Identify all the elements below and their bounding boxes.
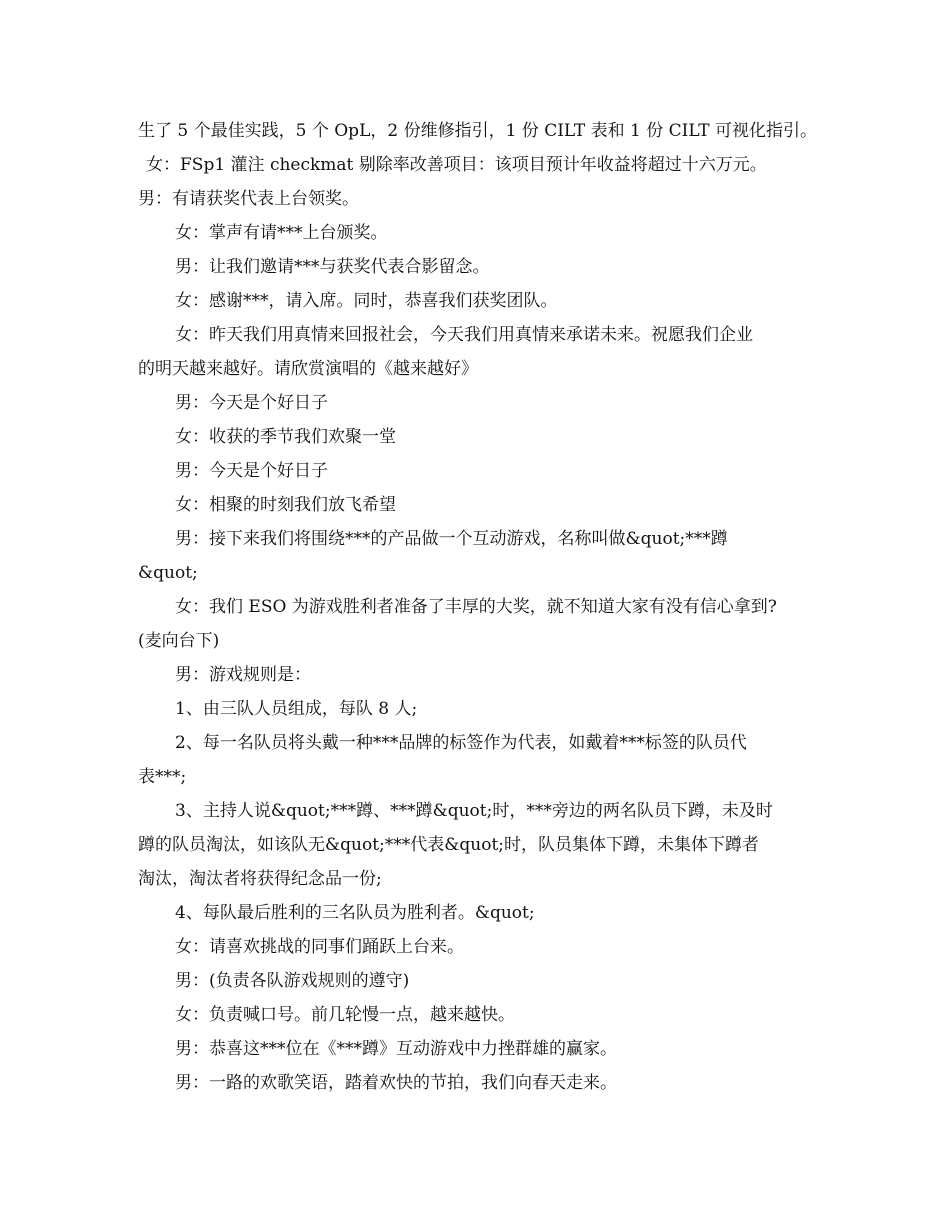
text-line: 3、主持人说&quot;***蹲、***蹲&quot;时，***旁边的两名队员下蹲，未及时 xyxy=(175,801,773,821)
text-line: 女：相聚的时刻我们放飞希望 xyxy=(175,495,396,515)
text-line: 男：让我们邀请***与获奖代表合影留念。 xyxy=(175,257,490,277)
text-line: 男：一路的欢歌笑语，踏着欢快的节拍，我们向春天走来。 xyxy=(175,1073,617,1093)
text-line: 男：今天是个好日子 xyxy=(175,393,328,413)
text-line: 蹲的队员淘汰，如该队无&quot;***代表&quot;时，队员集体下蹲，未集体下蹲者 xyxy=(138,835,760,855)
text-line: 女：昨天我们用真情来回报社会，今天我们用真情来承诺未来。祝愿我们企业 xyxy=(175,325,753,345)
text-line: 4、每队最后胜利的三名队员为胜利者。&quot; xyxy=(175,903,535,923)
text-line: 男：游戏规则是： xyxy=(175,665,311,685)
text-line: 女：感谢***，请入席。同时，恭喜我们获奖团队。 xyxy=(175,291,558,311)
text-line: 女：FSp1 灌注 checkmat 剔除率改善项目：该项目预计年收益将超过十六万元。 xyxy=(146,155,767,175)
text-line: 女：掌声有请***上台颁奖。 xyxy=(175,223,388,243)
text-line: 的明天越来越好。请欣赏演唱的《越来越好》 xyxy=(138,359,478,379)
text-line: 淘汰，淘汰者将获得纪念品一份; xyxy=(138,869,382,889)
text-line: 男：接下来我们将围绕***的产品做一个互动游戏，名称叫做&quot;***蹲 xyxy=(175,529,728,549)
text-line: 男：(负责各队游戏规则的遵守) xyxy=(175,971,410,991)
text-line: 表***; xyxy=(138,767,187,787)
text-line: 男：恭喜这***位在《***蹲》互动游戏中力挫群雄的赢家。 xyxy=(175,1039,617,1059)
text-line: 生了 5 个最佳实践，5 个 OpL，2 份维修指引，1 份 CILT 表和 1 份 CILT 可视化指引。 xyxy=(138,121,817,141)
text-line: &quot; xyxy=(138,563,198,583)
text-line: 2、每一名队员将头戴一种***品牌的标签作为代表，如戴着***标签的队员代 xyxy=(175,733,747,753)
text-line: 男：有请获奖代表上台领奖。 xyxy=(138,189,359,209)
text-line: (麦向台下) xyxy=(138,631,220,651)
text-line: 女：收获的季节我们欢聚一堂 xyxy=(175,427,396,447)
text-line: 1、由三队人员组成，每队 8 人; xyxy=(175,699,418,719)
text-line: 女：我们 ESO 为游戏胜利者准备了丰厚的大奖，就不知道大家有没有信心拿到? xyxy=(175,597,777,617)
text-line: 女：请喜欢挑战的同事们踊跃上台来。 xyxy=(175,937,464,957)
text-line: 女：负责喊口号。前几轮慢一点，越来越快。 xyxy=(175,1005,515,1025)
document-body xyxy=(138,114,828,1100)
text-line: 男：今天是个好日子 xyxy=(175,461,328,481)
